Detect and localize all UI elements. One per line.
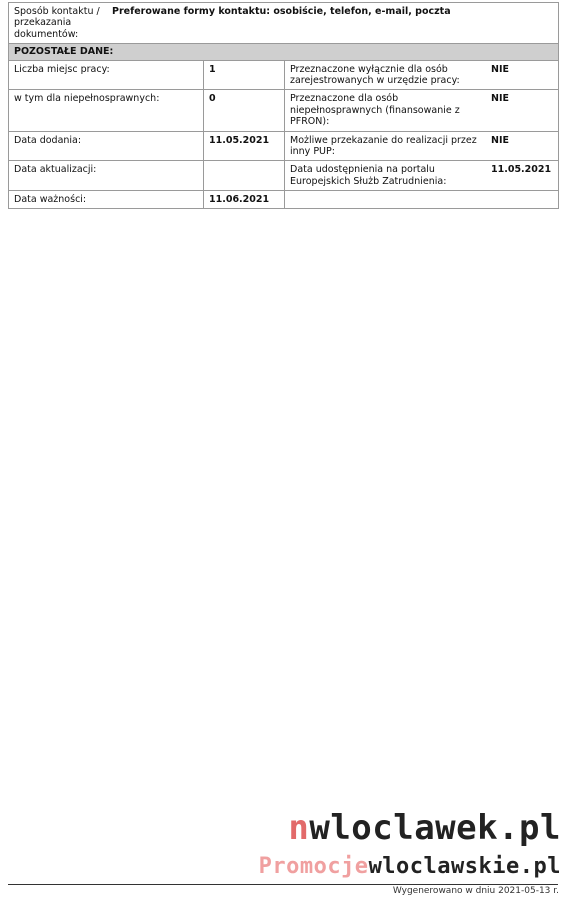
document-sheet: [8, 2, 558, 209]
jobs-count-value: 1: [204, 60, 285, 90]
footer-divider: [8, 884, 558, 885]
pfron-value: NIE: [491, 93, 509, 105]
registered-only-label: Przeznaczone wyłącznie dla osób zarejestrowanych w urzędzie pracy:: [290, 63, 460, 86]
disabled-jobs-value: 0: [204, 90, 285, 131]
eures-date-label: Data udostępnienia na portalu Europejskich Służb Zatrudnienia:: [290, 164, 447, 187]
pfron-label: Przeznaczone dla osób niepełnosprawnych (finansowanie z PFRON):: [290, 93, 460, 128]
watermark-logo-nwloclawek: nwloclawek.pl: [288, 808, 561, 848]
jobs-count-label: Liczba miejsc pracy:: [9, 60, 204, 90]
expiry-date-label: Data ważności:: [9, 191, 204, 209]
table-row: [9, 60, 559, 90]
generated-date-footer: Wygenerowano w dniu 2021-05-13 r.: [392, 886, 559, 896]
date-updated-label: Data aktualizacji:: [9, 161, 204, 191]
section-title: POZOSTAŁE DANE:: [9, 44, 559, 60]
table-row: [9, 131, 559, 161]
registered-only-value: NIE: [491, 63, 509, 75]
table-row: [9, 90, 559, 131]
contact-row: [9, 3, 559, 44]
date-added-label: Data dodania:: [9, 131, 204, 161]
eures-date-value: 11.05.2021: [491, 164, 552, 176]
other-pup-value: NIE: [491, 134, 509, 146]
date-updated-value: [204, 161, 285, 191]
section-header-row: [9, 44, 559, 60]
disabled-jobs-label: w tym dla niepełnosprawnych:: [9, 90, 204, 131]
expiry-date-value: 11.06.2021: [204, 191, 285, 209]
offer-details-table: [8, 2, 559, 209]
table-row: [9, 161, 559, 191]
contact-value: Preferowane formy kontaktu: osobiście, telefon, e-mail, poczta: [112, 6, 451, 17]
watermark-logo-promocje: Promocjewloclawskie.pl: [258, 854, 561, 879]
table-row: [9, 191, 559, 209]
other-pup-label: Możliwe przekazanie do realizacji przez inny PUP:: [290, 134, 477, 157]
contact-label: Sposób kontaktu / przekazania dokumentów:: [14, 6, 100, 40]
date-added-value: 11.05.2021: [204, 131, 285, 161]
